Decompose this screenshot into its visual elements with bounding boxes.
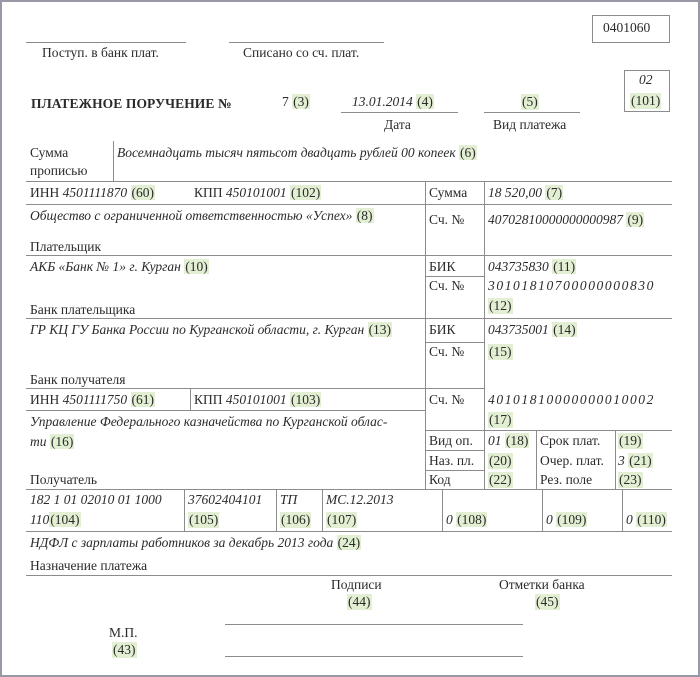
payer-account-group (488, 212, 644, 228)
field-code-45: (45) (536, 594, 559, 609)
field-code-110: (110) (637, 512, 666, 527)
field-code-17: (17) (489, 412, 512, 427)
row-line-signatures (26, 575, 672, 576)
row-line-payee-bank-acc (425, 342, 484, 343)
field-code-4: (4) (417, 94, 433, 109)
payee-inn (30, 392, 155, 408)
sum-value-group (488, 185, 563, 201)
payee-bank-label: Банк получателя (30, 372, 126, 387)
field-code-15: (15) (489, 344, 512, 359)
payer-bank-bik-label: БИК (429, 259, 456, 274)
sum-value: 18 520,00 (488, 185, 542, 200)
oktmo-value: 37602404101 (188, 492, 263, 507)
payee-kpp-value: 450101001 (225, 392, 287, 407)
date-label: Дата (384, 117, 411, 132)
payer-bank-group (30, 259, 209, 275)
row-line-payer-name (26, 204, 425, 205)
tax-payment-type-value: 0 (626, 512, 633, 527)
payee-name-line2-group (30, 434, 74, 450)
field-code-102: (102) (291, 185, 321, 200)
stamp-label: М.П. (109, 625, 138, 640)
col-divider-a (425, 181, 426, 489)
payer-name: Общество с ограниченной ответственностью «Успех» (30, 208, 353, 223)
field-code-106: (106) (281, 512, 311, 527)
amount-words-label-2: прописью (30, 163, 88, 178)
payer-account-label: Сч. № (429, 212, 465, 227)
field-code-103: (103) (291, 392, 321, 407)
field-code-3: (3) (293, 94, 309, 109)
purpose-type-label: Наз. пл. (429, 453, 475, 468)
field-code-23: (23) (619, 472, 642, 487)
document-title: ПЛАТЕЖНОЕ ПОРУЧЕНИЕ № (31, 96, 232, 111)
basis-value: ТП (280, 492, 298, 507)
field-code-6: (6) (460, 145, 476, 160)
tax-payment-type-group (626, 512, 667, 528)
debited-label: Списано со сч. плат. (243, 45, 360, 60)
amount-words-text: Восемнадцать тысяч пятьсот двадцать рублей 00 копеек (117, 145, 456, 160)
field-code-107: (107) (327, 512, 357, 527)
doc-date-value: 0 (546, 512, 553, 527)
field-code-61: (61) (131, 392, 154, 407)
field-code-10: (10) (185, 259, 208, 274)
priority-group (618, 453, 653, 469)
col-divider-b (484, 181, 485, 489)
payee-kpp (194, 392, 321, 408)
form-code: 0401060 (603, 20, 651, 35)
payee-label: Получатель (30, 472, 98, 487)
tax-divider-5 (542, 489, 543, 531)
payer-bank-bik-group (488, 259, 576, 275)
payee-inn-kpp-divider (190, 388, 191, 410)
payee-inn-value: 4501111750 (62, 392, 128, 407)
row-line-payee-bank (26, 318, 672, 319)
doc-date-group (546, 512, 587, 528)
op-type-label: Вид оп. (429, 433, 473, 448)
row-line-payer-bank-acc (425, 276, 484, 277)
field-code-105: (105) (189, 512, 219, 527)
payer-bank-label: Банк плательщика (30, 302, 136, 317)
purpose-label: Назначение платежа (30, 558, 148, 573)
bank-marks-label: Отметки банка (499, 577, 585, 592)
date-value: 13.01.2014 (352, 94, 413, 109)
term-label: Срок плат. (540, 433, 601, 448)
op-type-group (488, 433, 529, 449)
period-value: МС.12.2013 (326, 492, 394, 507)
payer-bank-account: 30101810700000000830 (488, 278, 655, 293)
field-code-12: (12) (489, 298, 512, 313)
payee-inn-label: ИНН (30, 392, 60, 407)
row-line-op-type (425, 430, 672, 431)
field-code-43: (43) (113, 642, 136, 657)
priority-value: 3 (618, 453, 625, 468)
payee-bank-bik-label: БИК (429, 322, 456, 337)
payer-bank-account-label: Сч. № (429, 278, 465, 293)
field-code-24: (24) (337, 535, 361, 550)
tax-divider-2 (276, 489, 277, 531)
field-code-11: (11) (553, 259, 576, 274)
payer-label: Плательщик (30, 239, 102, 254)
tax-divider-1 (184, 489, 185, 531)
row-line-sum (425, 204, 672, 205)
field-code-60: (60) (131, 185, 154, 200)
payer-inn-label: ИНН (30, 185, 60, 200)
payee-account-label: Сч. № (429, 392, 465, 407)
payer-kpp-label: КПП (194, 185, 223, 200)
field-code-7: (7) (546, 185, 563, 200)
tax-divider-4 (442, 489, 443, 531)
kbk-line2-group (30, 512, 81, 528)
field-code-109: (109) (557, 512, 587, 527)
payee-name-line1: Управление Федерального казначейства по Курганской облас- (30, 414, 388, 429)
number-value: 7 (282, 94, 289, 109)
doc-number-group (446, 512, 487, 528)
field-code-5: (5) (522, 94, 538, 109)
payer-bank-bik: 043735830 (488, 259, 549, 274)
payee-bank-bik-group (488, 322, 577, 338)
signatures-label: Подписи (331, 577, 382, 592)
payment-type-label: Вид платежа (493, 117, 567, 132)
field-code-22: (22) (489, 472, 512, 487)
field-code-20: (20) (489, 453, 512, 468)
payer-inn-value: 4501111870 (62, 185, 128, 200)
payer-kpp (194, 185, 321, 201)
field-code-21: (21) (629, 453, 652, 468)
field-code-108: (108) (457, 512, 487, 527)
field-code-9: (9) (627, 212, 644, 227)
date-value-group (352, 94, 434, 110)
payee-bank-bik: 043735001 (488, 322, 549, 337)
purpose-value: НДФЛ с зарплаты работников за декабрь 2013 года (30, 535, 334, 550)
row-line-inn (26, 181, 672, 182)
payer-bank-name: АКБ «Банк № 1» г. Курган (30, 259, 181, 274)
received-line (26, 42, 186, 43)
op-type-value: 01 (488, 433, 502, 448)
document-number (282, 94, 310, 110)
payer-inn (30, 185, 155, 201)
date-line (341, 112, 458, 113)
debited-line (229, 42, 384, 43)
op-col-divider (536, 430, 537, 489)
field-code-8: (8) (356, 208, 373, 223)
reserve-label: Рез. поле (540, 472, 593, 487)
row-line-tax-fields (26, 489, 672, 490)
purpose-group (30, 535, 361, 551)
payee-kpp-label: КПП (194, 392, 223, 407)
kbk-line2: 110 (30, 512, 50, 527)
status-value: 02 (639, 72, 653, 87)
field-code-16: (16) (50, 434, 74, 449)
amount-words-divider (113, 141, 114, 181)
field-code-104: (104) (50, 512, 80, 527)
payee-bank-name: ГР КЦ ГУ Банка России по Курганской области, г. Курган (30, 322, 365, 337)
op-col-divider-2 (615, 430, 616, 489)
row-line-payee-inn (26, 388, 425, 389)
signature-line-1 (225, 624, 523, 625)
payer-account: 40702810000000000987 (488, 212, 623, 227)
field-code-101: (101) (631, 93, 661, 108)
payee-account: 40101810000000010002 (488, 392, 655, 407)
row-line-purpose-type (425, 450, 484, 451)
row-line-payer-bank (26, 255, 672, 256)
row-line-payee-name (26, 410, 425, 411)
kbk-line1: 182 1 01 02010 01 1000 (30, 492, 162, 507)
received-label: Поступ. в банк плат. (42, 45, 159, 60)
field-code-44: (44) (348, 594, 371, 609)
tax-divider-6 (622, 489, 623, 531)
payee-name-line2: ти (30, 434, 47, 449)
payee-bank-group (30, 322, 392, 338)
row-line-payee-acc (425, 388, 484, 389)
amount-words-value (117, 145, 477, 161)
payer-name-group (30, 208, 374, 224)
payment-type-line (484, 112, 580, 113)
amount-words-label-1: Сумма (30, 145, 69, 160)
signature-line-2 (225, 656, 523, 657)
field-code-13: (13) (368, 322, 392, 337)
row-line-purpose (26, 531, 672, 532)
tax-divider-3 (322, 489, 323, 531)
field-code-18: (18) (505, 433, 529, 448)
field-code-14: (14) (553, 322, 576, 337)
priority-label: Очер. плат. (540, 453, 604, 468)
payer-kpp-value: 450101001 (225, 185, 287, 200)
code-label: Код (429, 472, 451, 487)
payee-bank-account-label: Сч. № (429, 344, 465, 359)
row-line-code (425, 470, 484, 471)
field-code-19: (19) (619, 433, 642, 448)
sum-label: Сумма (429, 185, 468, 200)
doc-number-value: 0 (446, 512, 453, 527)
